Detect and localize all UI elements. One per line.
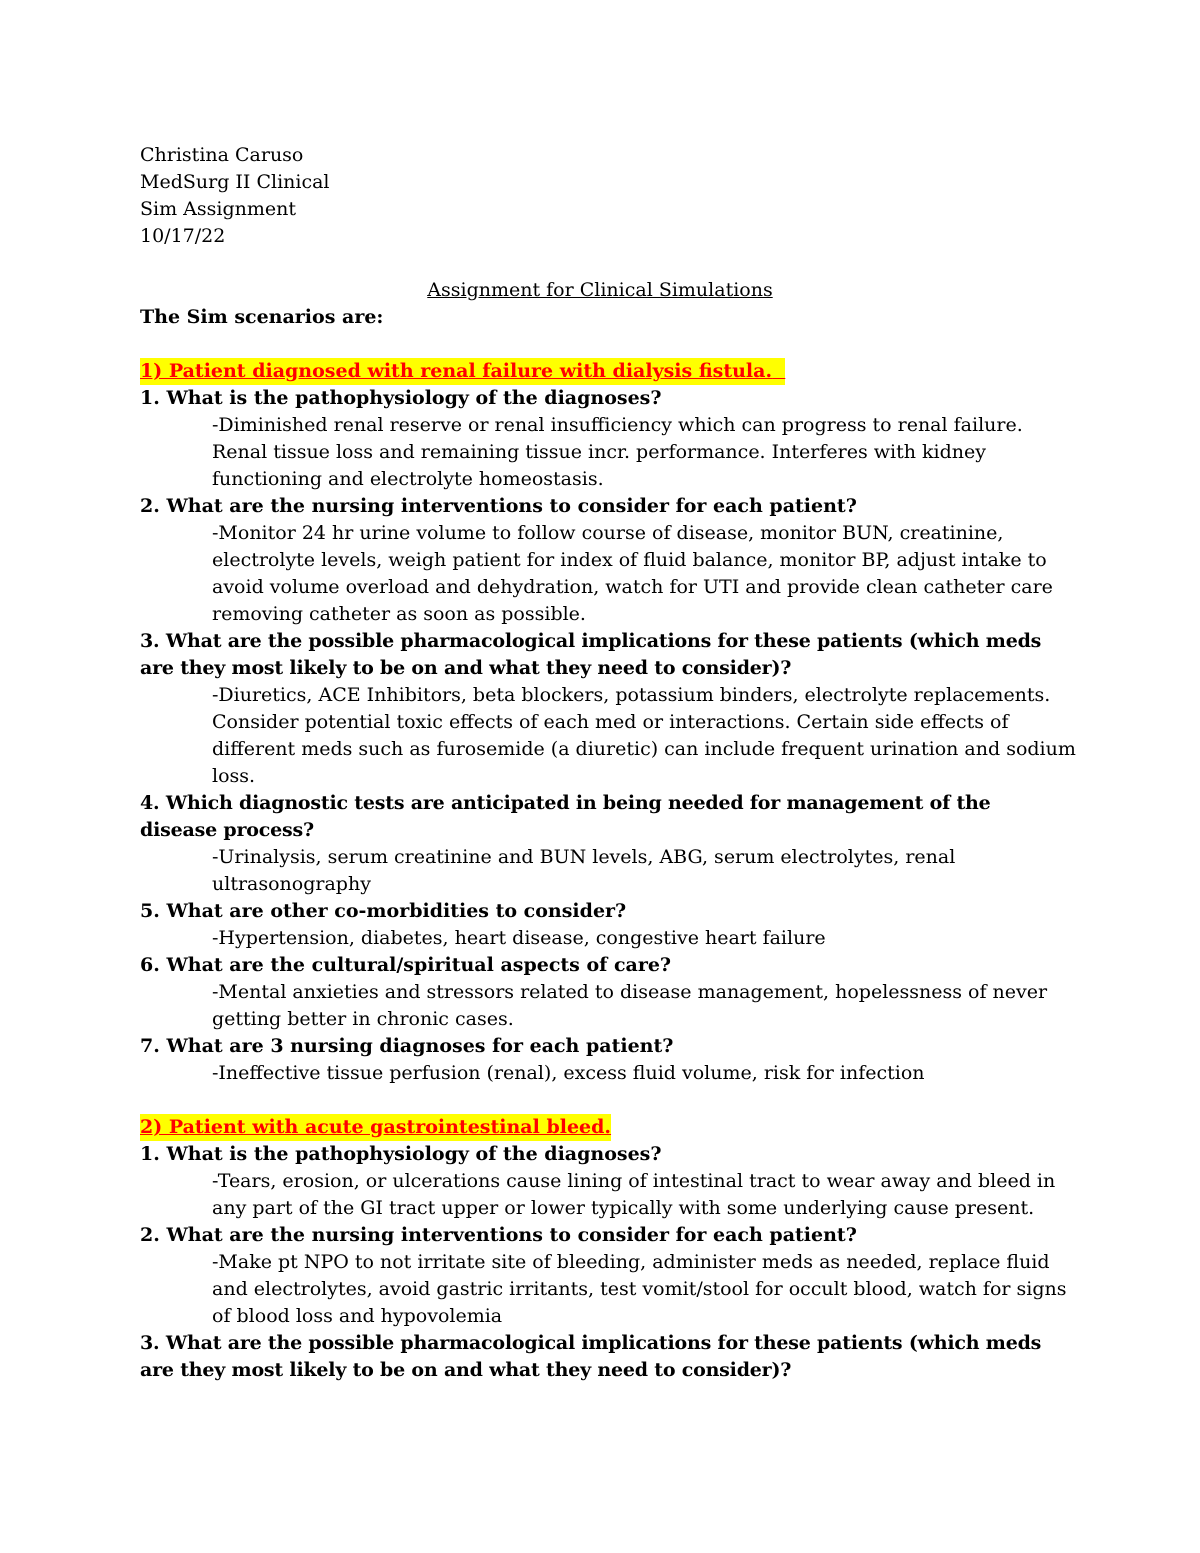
answer-line: loss. [212, 765, 256, 787]
question: 7. What are 3 nursing diagnoses for each patient? [140, 1035, 674, 1057]
question: 1. What is the pathophysiology of the diagnoses? [140, 387, 662, 409]
answer [140, 925, 1060, 952]
answer-line: -Mental anxieties and stressors related to disease management, hopelessness of never [212, 981, 1048, 1003]
question: 6. What are the cultural/spiritual aspects of care? [140, 954, 672, 976]
answer-line: Renal tissue loss and remaining tissue incr. performance. Interferes with kidney [212, 441, 986, 463]
answer [140, 844, 1060, 898]
answer-line: -Hypertension, diabetes, heart disease, congestive heart failure [212, 927, 826, 949]
document-title: Assignment for Clinical Simulations [427, 279, 773, 301]
scenario-1-heading: 1) Patient diagnosed with renal failure with dialysis fistula. [140, 358, 772, 385]
answer-line: functioning and electrolyte homeostasis. [212, 468, 604, 490]
answer-line: electrolyte levels, weigh patient for index of fluid balance, monitor BP, adjust intake to [212, 549, 1047, 571]
answer [140, 520, 1060, 628]
answer-line: -Diminished renal reserve or renal insufficiency which can progress to renal failure. [212, 414, 1023, 436]
answer [140, 1168, 1060, 1222]
answer [140, 682, 1076, 790]
author-name: Christina Caruso [140, 144, 304, 166]
answer [140, 979, 1060, 1033]
answer-line: -Monitor 24 hr urine volume to follow course of disease, monitor BUN, creatinine, [212, 522, 1004, 544]
answer [140, 1060, 1060, 1087]
document-date: 10/17/22 [140, 225, 226, 247]
answer-line: -Diuretics, ACE Inhibitors, beta blockers, potassium binders, electrolyte replacements. [212, 684, 1051, 706]
scenario-2 [140, 1114, 1067, 1384]
answer-line: any part of the GI tract upper or lower typically with some underlying cause present. [212, 1197, 1035, 1219]
answer [140, 1249, 1067, 1330]
answer-line: -Ineffective tissue perfusion (renal), excess fluid volume, risk for infection [212, 1062, 925, 1084]
answer-line: and electrolytes, avoid gastric irritants, test vomit/stool for occult blood, watch for signs [212, 1278, 1067, 1300]
spacer [140, 250, 1060, 277]
answer-line: -Tears, erosion, or ulcerations cause lining of intestinal tract to wear away and bleed in [212, 1170, 1056, 1192]
answer-line: avoid volume overload and dehydration, watch for UTI and provide clean catheter care [212, 576, 1053, 598]
answer-line: -Urinalysis, serum creatinine and BUN levels, ABG, serum electrolytes, renal [212, 846, 956, 868]
scenario-1 [140, 358, 1076, 1087]
answer [140, 412, 1060, 493]
answer-line: Consider potential toxic effects of each med or interactions. Certain side effects of [212, 711, 1009, 733]
question: 2. What are the nursing interventions to consider for each patient? [140, 495, 857, 517]
question: 3. What are the possible pharmacological implications for these patients (which meds are they most likely to be on and what they need to consider)? [140, 630, 1042, 679]
question: 3. What are the possible pharmacological implications for these patients (which meds are they most likely to be on and what they need to consider)? [140, 1332, 1042, 1381]
answer-line: removing catheter as soon as possible. [212, 603, 586, 625]
course-name: MedSurg II Clinical [140, 171, 330, 193]
answer-line: different meds such as furosemide (a diuretic) can include frequent urination and sodium [212, 738, 1076, 760]
question: 5. What are other co-morbidities to consider? [140, 900, 627, 922]
answer-line: of blood loss and hypovolemia [212, 1305, 503, 1327]
question: 4. Which diagnostic tests are anticipated in being needed for management of the disease process? [140, 792, 991, 841]
assignment-name: Sim Assignment [140, 198, 296, 220]
scenario-2-heading: 2) Patient with acute gastrointestinal bleed. [140, 1114, 611, 1141]
answer-line: -Make pt NPO to not irritate site of bleeding, administer meds as needed, replace fluid [212, 1251, 1050, 1273]
spacer [140, 1087, 1060, 1114]
document-page [140, 142, 1076, 1384]
answer-line: getting better in chronic cases. [212, 1008, 514, 1030]
spacer [140, 331, 1060, 358]
question: 2. What are the nursing interventions to consider for each patient? [140, 1224, 857, 1246]
question: 1. What is the pathophysiology of the diagnoses? [140, 1143, 662, 1165]
intro-heading: The Sim scenarios are: [140, 306, 384, 328]
answer-line: ultrasonography [212, 873, 371, 895]
